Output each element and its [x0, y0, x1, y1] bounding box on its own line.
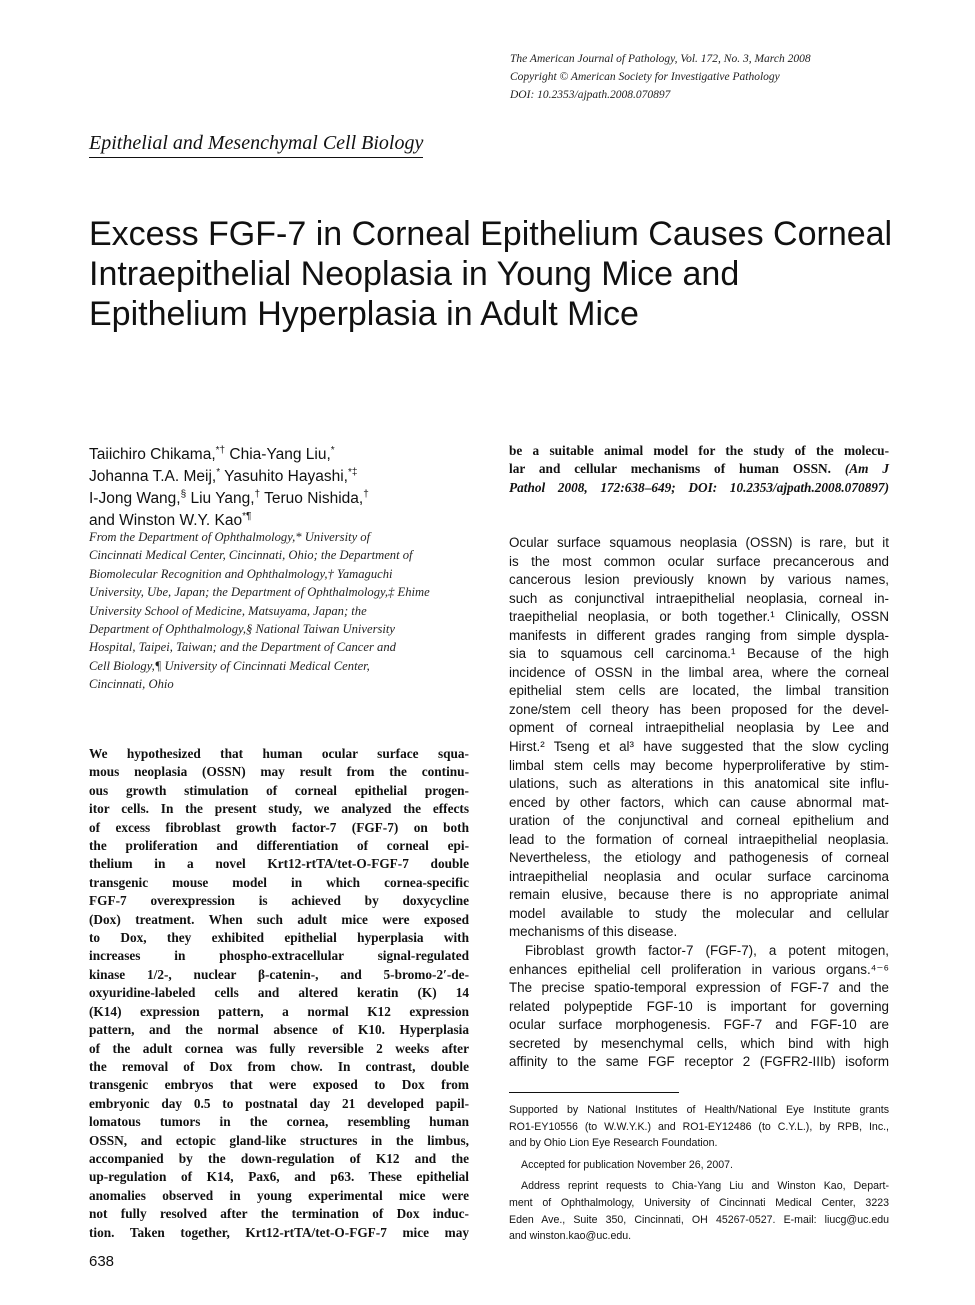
abstract-line: OSSN, and ectopic gland-like structures in the limbus, [89, 1132, 469, 1148]
affiliation-line: Department of Ophthalmology,§ National Taiwan University [89, 622, 395, 637]
body-line: uration of the conjunctival and corneal epithelium and [509, 813, 889, 829]
body-line: mechanisms of this disease. [509, 924, 678, 940]
body-line: intraepithelial neoplasia and ocular surface carcinoma [509, 868, 889, 884]
affiliation-line: Cell Biology,¶ University of Cincinnati Medical Center, [89, 658, 370, 673]
journal-header [510, 50, 950, 104]
abstract-line: not fully resolved after the termination of Dox induc- [89, 1206, 469, 1222]
abstract-line: be a suitable animal model for the study of the molecu- [509, 443, 889, 458]
body-line: enhances epithelial cell proliferation in various organs.⁴⁻⁶ [509, 961, 889, 977]
citation-line: Pathol 2008, 172:638–649; DOI: 10.2353/ajpath.2008.070897) [509, 479, 889, 495]
affiliation-line: From the Department of Ophthalmology,* University of [89, 530, 371, 544]
body-line: is the most common ocular surface precancerous and [509, 553, 889, 569]
journal-citation: The American Journal of Pathology, Vol. 172, No. 3, March 2008 [510, 53, 811, 65]
body-line: ocular surface morphogenesis. FGF-7 and FGF-10 are [509, 1017, 889, 1033]
affiliation-block [89, 528, 479, 694]
author-name: Yasuhito Hayashi, [220, 468, 348, 485]
body-line: epithelial stem cells are located, the limbal transition [509, 683, 889, 699]
body-line: affinity to the same FGF receptor 2 (FGFR2-IIIb) isoform [509, 1054, 889, 1070]
author-line [89, 444, 489, 466]
affiliation-line: University School of Medicine, Matsuyama, Japan; the [89, 603, 367, 618]
footnote-divider [509, 1092, 679, 1093]
abstract-line: oxyuridine-labeled cells and altered keratin (K) 14 [89, 985, 469, 1001]
body-line: secreted by mesenchymal cells, which bind with high [509, 1035, 889, 1051]
footnotes [509, 1102, 889, 1245]
footnote-line: and by Ohio Lion Eye Research Foundation. [509, 1137, 718, 1150]
body-line: ulations, such as alterations in this anatomical site influ- [509, 776, 889, 792]
footnote-line: Eden Ave., Suite 350, Cincinnati, OH 45267-0527. E-mail: liucg@uc.edu [509, 1213, 889, 1226]
author-name: and Winston W.Y. Kao [89, 512, 243, 529]
abstract [89, 745, 469, 1242]
footnote-line: RO1-EY10556 (to W.W.Y.K.) and RO1-EY12486 (to C.Y.L.), by RPB, Inc., [509, 1120, 889, 1133]
title-line: Intraepithelial Neoplasia in Young Mice and [89, 255, 740, 293]
affiliation-line: Biomolecular Recognition and Ophthalmology,† Yamaguchi [89, 566, 393, 581]
body-line: such as conjunctival intraepithelial neoplasia, corneal in- [509, 590, 889, 606]
footnote-line: Accepted for publication November 26, 2007. [521, 1158, 734, 1171]
abstract-line [509, 460, 889, 478]
abstract-line: transgenic mouse model in which cornea-specific [89, 874, 469, 890]
abstract-line: up-regulation of K14, Pax6, and p63. These epithelial [89, 1169, 469, 1185]
author-name: Chia-Yang Liu, [225, 446, 331, 463]
affiliation-line: University, Ube, Japan; the Department of Ophthalmology,‡ Ehime [89, 585, 430, 600]
author-list [89, 444, 489, 532]
abstract-line: anomalies observed in young experimental mice were [89, 1187, 469, 1203]
author-mark: † [254, 488, 261, 500]
copyright-line: Copyright © American Society for Investigative Pathology [510, 71, 780, 83]
title-line: Epithelium Hyperplasia in Adult Mice [89, 295, 639, 333]
author-mark: * [330, 444, 335, 456]
body-line: limbal stem cells may become hyperproliferative by stim- [509, 757, 889, 773]
abstract-line: pattern, and the normal absence of K10. Hyperplasia [89, 1022, 469, 1038]
body-line: The precise spatio-temporal expression of FGF-7 and the [509, 980, 889, 996]
doi-line: DOI: 10.2353/ajpath.2008.070897 [510, 89, 671, 101]
body-line: manifests in different grades ranging from simple dyspla- [509, 627, 889, 643]
author-mark: *‡ [347, 466, 358, 478]
body-line: Ocular surface squamous neoplasia (OSSN) is rare, but it [509, 535, 889, 550]
introduction-text [509, 534, 889, 1072]
body-line: incidence of OSSN in the limbal area, where the corneal [509, 664, 889, 680]
abstract-line: the removal of Dox from chow. In contrast, double [89, 1058, 469, 1074]
body-line: zone/stem cell theory has been proposed for the devel- [509, 701, 889, 717]
body-line: Hirst.² Tseng et al³ have suggested that the slow cycling [509, 739, 889, 755]
abstract-line: tion. Taken together, Krt12-rtTA/tet-O-FGF-7 mice may [89, 1224, 469, 1240]
author-mark: † [363, 488, 369, 500]
abstract-line: embryonic day 0.5 to postnatal day 21 developed papil- [89, 1095, 469, 1111]
body-line: lead to the formation of corneal intraepithelial neoplasia. [509, 831, 889, 847]
abstract-line: lomatous tumors in the cornea, resembling human [89, 1114, 469, 1130]
body-line: Nevertheless, the etiology and pathogenesis of corneal [509, 850, 889, 866]
author-mark: *† [215, 444, 226, 456]
abstract-text: lar and cellular mechanisms of human OSSN. [509, 461, 831, 477]
page-number: 638 [89, 1253, 115, 1270]
author-line [89, 488, 489, 510]
abstract-line: increases in phospho-extracellular signal-regulated [89, 948, 469, 964]
body-line: enced by other factors, which can cause abnormal mat- [509, 794, 889, 810]
abstract-line: to Dox, they exhibited epithelial hyperplasia with [89, 930, 469, 946]
author-mark: *¶ [242, 510, 252, 522]
body-line: cancerous lesion previously known by various names, [509, 572, 889, 588]
author-mark: * [216, 466, 221, 478]
footnote-line: ment of Ophthalmology, University of Cincinnati Medical Center, 3223 [509, 1196, 889, 1209]
abstract-line: (K14) expression pattern, a normal K12 expression [89, 1003, 469, 1019]
abstract-continuation [509, 442, 889, 497]
affiliation-line: Hospital, Taipei, Taiwan; and the Department of Cancer and [89, 640, 396, 655]
author-name: Teruo Nishida, [260, 490, 364, 507]
body-line: opment of corneal intraepithelial neoplasia by Lee and [509, 720, 889, 736]
abstract-line: thelium in a novel Krt12-rtTA/tet-O-FGF-7 double [89, 856, 469, 872]
affiliation-line: Cincinnati Medical Center, Cincinnati, Ohio; the Department of [89, 548, 413, 563]
abstract-line: We hypothesized that human ocular surface squa- [89, 746, 469, 761]
body-line: model available to study the molecular and cellular [509, 905, 889, 921]
abstract-line: itor cells. In the present study, we analyzed the effects [89, 801, 469, 817]
abstract-line: accompanied by the down-regulation of K12 and the [89, 1150, 469, 1166]
author-name: Liu Yang, [186, 490, 255, 507]
footnote-line: and winston.kao@uc.edu. [509, 1230, 632, 1243]
body-line: Fibroblast growth factor-7 (FGF-7), a potent mitogen, [525, 943, 889, 959]
section-heading: Epithelial and Mesenchymal Cell Biology [89, 130, 423, 158]
body-line: sia to squamous cell carcinoma.¹ Because of the high [509, 646, 889, 662]
author-line [89, 466, 489, 488]
author-name: Johanna T.A. Meij, [89, 468, 217, 485]
body-line: remain elusive, because there is no appropriate animal [509, 887, 889, 903]
author-name: I-Jong Wang, [89, 490, 181, 507]
title-line: Excess FGF-7 in Corneal Epithelium Causes Corneal [89, 215, 893, 253]
body-line: related polypeptide FGF-10 is important for governing [509, 998, 889, 1014]
abstract-line: ous growth stimulation of corneal epithelial progen- [89, 782, 469, 798]
abstract-line: of the adult cornea was fully reversible 2 weeks after [89, 1040, 469, 1056]
footnote-line: Address reprint requests to Chia-Yang Liu and Winston Kao, Depart- [521, 1180, 889, 1193]
author-mark: § [180, 488, 187, 500]
footnote-line: Supported by National Institutes of Health/National Eye Institute grants [509, 1104, 889, 1116]
body-line: traepithelial neoplasia, or both together.¹ Clinically, OSSN [509, 609, 889, 625]
abstract-line: (Dox) treatment. When such adult mice were exposed [89, 911, 469, 927]
abstract-line: kinase 1/2-, nuclear β-catenin-, and 5-bromo-2′-de- [89, 966, 469, 982]
citation-start: (Am J [844, 461, 889, 477]
abstract-line: the proliferation and differentiation of corneal epi- [89, 838, 469, 854]
affiliation-line: Cincinnati, Ohio [89, 677, 174, 692]
abstract-line: transgenic embryos that were exposed to Dox from [89, 1077, 469, 1093]
abstract-line: of excess fibroblast growth factor-7 (FGF-7) on both [89, 819, 469, 835]
author-name: Taiichiro Chikama, [89, 446, 216, 463]
article-title [89, 214, 909, 334]
abstract-line: FGF-7 overexpression is achieved by doxycycline [89, 893, 469, 909]
abstract-line: mous neoplasia (OSSN) may result from the continu- [89, 764, 469, 780]
